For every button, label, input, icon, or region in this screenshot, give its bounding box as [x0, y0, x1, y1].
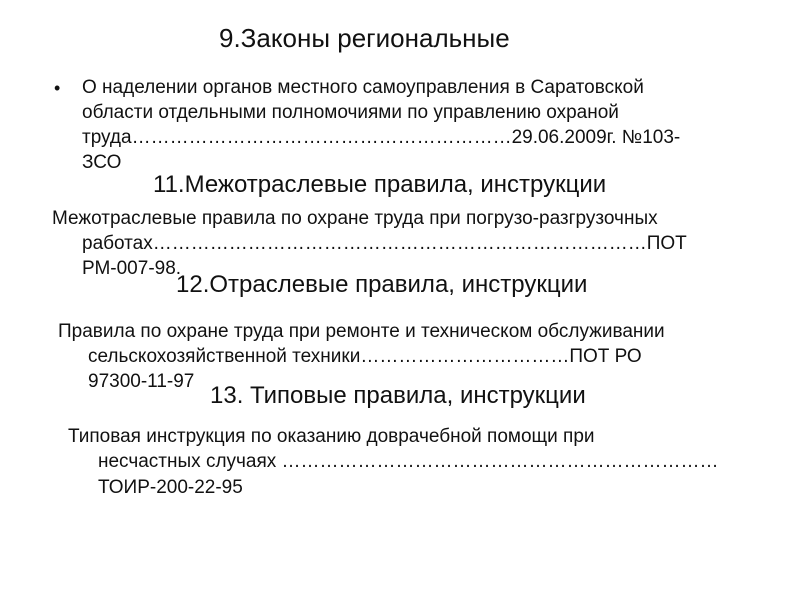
document-line: РМ-007-98. — [82, 258, 182, 279]
document-line: несчастных случаях …………………………………………………………… — [98, 451, 719, 472]
section-heading: 12.Отраслевые правила, инструкции — [176, 271, 588, 298]
section-heading: 13. Типовые правила, инструкции — [210, 382, 586, 409]
document-line: О наделении органов местного самоуправления в Саратовской — [82, 77, 644, 98]
document-line: сельскохозяйственной техники……………………………ПОТ РО — [88, 346, 642, 367]
document-line: Межотраслевые правила по охране труда при погрузо-разгрузочных — [52, 208, 658, 229]
document-line: труда……………………………………………………29.06.2009г. №103- — [82, 127, 681, 148]
document-line: 97300-11-97 — [88, 371, 195, 392]
document-line: ТОИР-200-22-95 — [98, 477, 243, 498]
bullet-marker: • — [54, 78, 61, 98]
document-line: Правила по охране труда при ремонте и техническом обслуживании — [58, 321, 665, 342]
document-line: Типовая инструкция по оказанию доврачебной помощи при — [68, 426, 595, 447]
document-line: области отдельными полномочиями по управлению охраной — [82, 102, 619, 123]
page-title: 9.Законы региональные — [219, 23, 510, 53]
section-heading: 11.Межотраслевые правила, инструкции — [153, 171, 607, 198]
document-line: работах……………………………………………………………………ПОТ — [82, 233, 687, 254]
document-line: ЗСО — [82, 152, 122, 173]
